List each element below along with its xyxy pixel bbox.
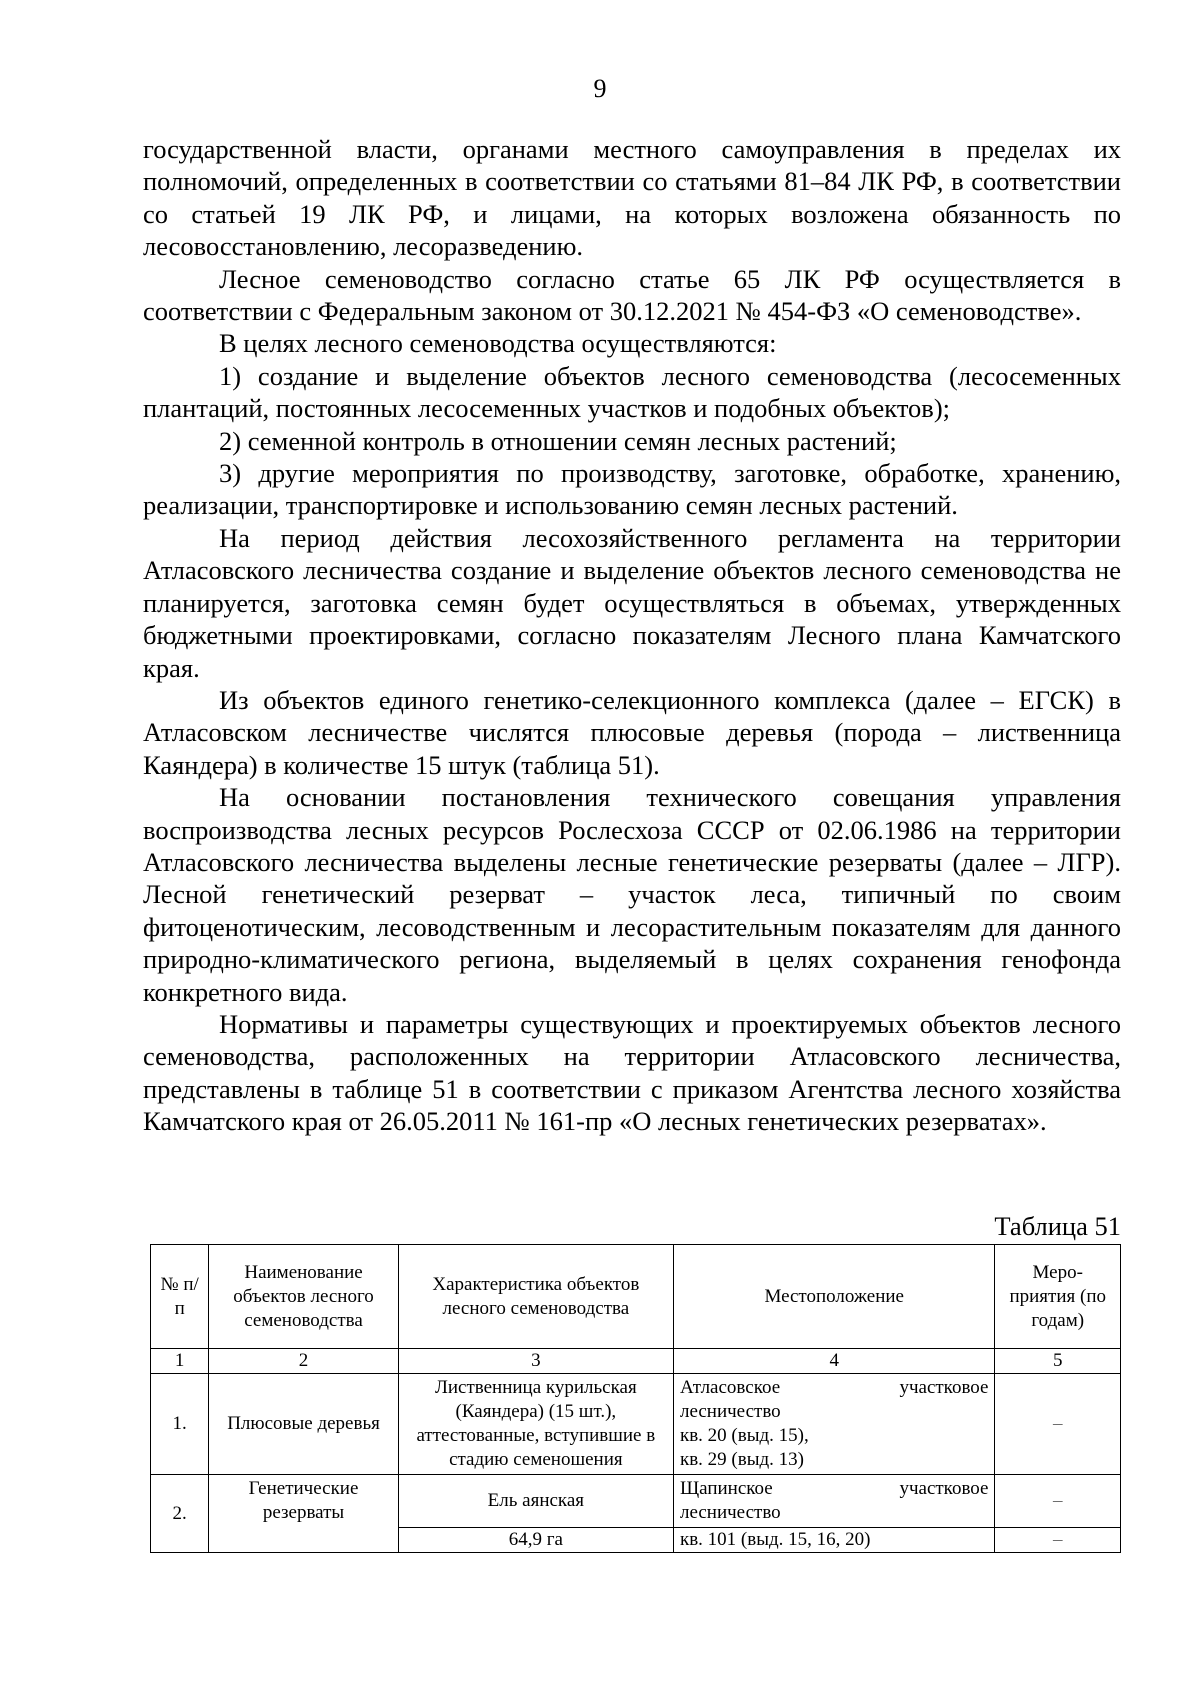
row-num: 2. (151, 1475, 209, 1553)
header-cell-characteristic: Характеристика объектов лесного семеноводства (398, 1245, 673, 1349)
column-number: 2 (209, 1349, 398, 1374)
list-item: 3) другие мероприятия по производству, заготовке, обработке, хранению, реализации, транспортировке и использованию семян лесных растений. (143, 458, 1121, 521)
column-number: 1 (151, 1349, 209, 1374)
row-name: Плюсовые деревья (209, 1374, 398, 1475)
row-location (673, 1374, 994, 1475)
table-caption: Таблица 51 (994, 1211, 1121, 1241)
location-text: Атласовское (679, 1377, 781, 1398)
header-cell-name: Наименование объектов лесного семеноводства (209, 1245, 398, 1349)
column-number: 4 (673, 1349, 994, 1374)
seed-objects-table (150, 1244, 1121, 1553)
row-characteristic: Ель аянская (398, 1475, 673, 1528)
table-row (151, 1374, 1121, 1475)
paragraph: Лесное семеноводство согласно статье 65 ЛК РФ осуществляется в соответствии с Федеральным законом от 30.12.2021 № 454-ФЗ «О семеноводстве». (143, 263, 1121, 327)
location-text: участковое (899, 1377, 989, 1398)
row-location: кв. 101 (выд. 15, 16, 20) (673, 1528, 994, 1553)
row-characteristic: Лиственница курильская (Каяндера) (15 шт.), аттестованные, вступившие в стадию семеношения (398, 1374, 673, 1475)
list-item: 2) семенной контроль в отношении семян лесных растений; (219, 425, 897, 456)
row-location (673, 1475, 994, 1528)
body-text (143, 133, 1121, 1138)
row-measures: – (995, 1475, 1121, 1528)
location-text: кв. 20 (выд. 15), (679, 1425, 809, 1446)
table-header-row (151, 1245, 1121, 1349)
page-number: 9 (593, 74, 607, 103)
paragraph: На период действия лесохозяйственного регламента на территории Атласовского лесничества создание и выделение объектов лесного семеноводства не планируется, заготовка семян будет осуществляться в объемах, утвержденных бюджетными проектировками, согласно показателям Лесного плана Камчатского края. (143, 522, 1121, 683)
header-cell-location: Местоположение (673, 1245, 994, 1349)
header-cell-measures: Меро-приятия (по годам) (995, 1245, 1121, 1349)
header-cell-num: № п/п (151, 1245, 209, 1349)
column-number: 3 (398, 1349, 673, 1374)
row-area: 64,9 га (398, 1528, 673, 1553)
location-text: Щапинское (679, 1478, 773, 1499)
paragraph: Из объектов единого генетико-селекционного комплекса (далее – ЕГСК) в Атласовском лесничестве числятся плюсовые деревья (порода – лиственница Каяндера) в количестве 15 штук (таблица 51). (143, 684, 1121, 780)
location-text: кв. 29 (выд. 13) (679, 1449, 804, 1470)
table-row (151, 1475, 1121, 1528)
paragraph: В целях лесного семеноводства осуществляются: (219, 328, 777, 359)
row-name: Генетические резерваты (209, 1475, 398, 1553)
row-measures: – (995, 1528, 1121, 1553)
row-num: 1. (151, 1374, 209, 1475)
location-text: лесничество (679, 1502, 781, 1523)
paragraph: Нормативы и параметры существующих и проектируемых объектов лесного семеноводства, расположенных на территории Атласовского лесничества, представлены в таблице 51 в соответствии с приказом Агентства лесного хозяйства Камчатского края от 26.05.2011 № 161-пр «О лесных генетических резерватах». (143, 1008, 1121, 1137)
row-measures: – (995, 1374, 1121, 1475)
column-number-row (151, 1349, 1121, 1374)
paragraph: государственной власти, органами местного самоуправления в пределах их полномочий, определенных в соответствии со статьями 81–84 ЛК РФ, в соответствии со статьей 19 ЛК РФ, и лицами, на которых возложена обязанность по лесовосстановлению, лесоразведению. (143, 134, 1121, 262)
location-text: лесничество (679, 1401, 781, 1422)
list-item: 1) создание и выделение объектов лесного семеноводства (лесосеменных плантаций, постоянных лесосеменных участков и подобных объектов); (143, 360, 1121, 424)
paragraph: На основании постановления технического совещания управления воспроизводства лесных ресурсов Рослесхоза СССР от 02.06.1986 на территории Атласовского лесничества выделены лесные генетические резерваты (далее – ЛГР). Лесной генетический резерват – участок леса, типичный по своим фитоценотическим, лесоводственным и лесорастительным показателям для данного природно-климатического региона, выделяемый в целях сохранения генофонда конкретного вида. (143, 782, 1121, 1007)
column-number: 5 (995, 1349, 1121, 1374)
location-text: участковое (899, 1478, 989, 1499)
